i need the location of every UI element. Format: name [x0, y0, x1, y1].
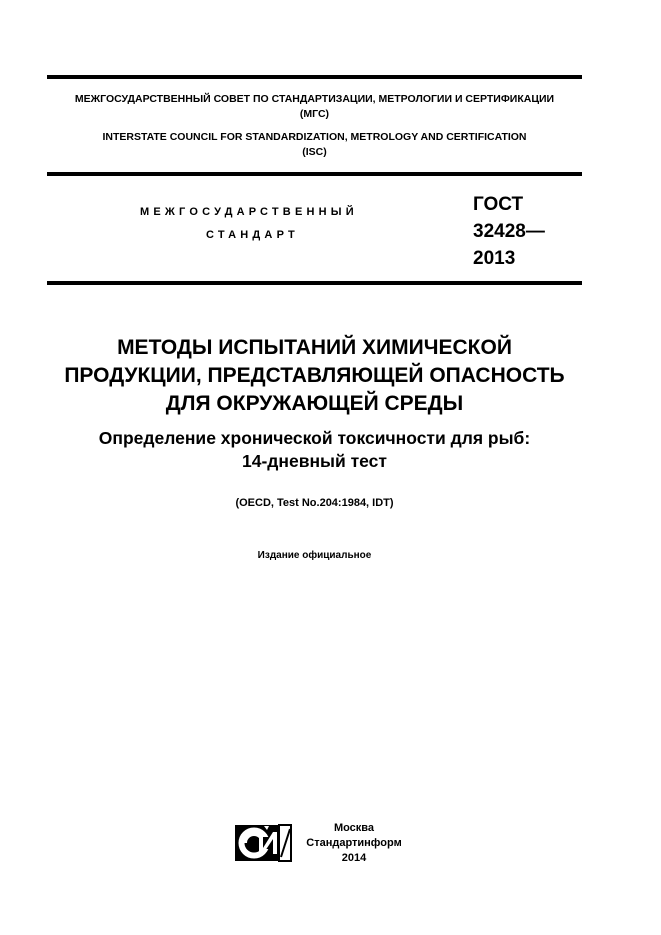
publisher-year: 2014 — [341, 852, 367, 864]
designation-divider-rule — [47, 281, 582, 285]
council-en-line2: (ISC) — [302, 146, 327, 158]
title-line3: ДЛЯ ОКРУЖАЮЩЕЙ СРЕДЫ — [165, 392, 464, 415]
title-line2: ПРОДУКЦИИ, ПРЕДСТАВЛЯЮЩЕЙ ОПАСНОСТЬ — [64, 364, 565, 387]
subtitle-line1: Определение хронической токсичности для рыб: — [98, 428, 531, 448]
standard-type-line1: МЕЖГОСУДАРСТВЕННЫЙ — [140, 206, 358, 218]
gost-number: 32428— — [473, 221, 545, 242]
standartinform-logo-icon — [234, 824, 292, 862]
publisher-imprint — [300, 821, 408, 866]
reference-note: (OECD, Test No.204:1984, IDT) — [235, 497, 394, 509]
council-header — [47, 92, 582, 160]
publisher-name: Стандартинформ — [306, 837, 402, 849]
council-ru-line2: (МГС) — [299, 108, 330, 120]
document-subtitle — [47, 427, 582, 473]
gost-year: 2013 — [473, 248, 516, 269]
top-rule — [47, 75, 582, 79]
subtitle-line2: 14-дневный тест — [242, 451, 387, 471]
title-line1: МЕТОДЫ ИСПЫТАНИЙ ХИМИЧЕСКОЙ — [117, 336, 512, 359]
standard-type-line2: СТАНДАРТ — [206, 229, 299, 241]
edition-note: Издание официальное — [257, 550, 372, 561]
gost-label: ГОСТ — [473, 194, 524, 215]
council-ru-line1: МЕЖГОСУДАРСТВЕННЫЙ СОВЕТ ПО СТАНДАРТИЗАЦИИ, МЕТРОЛОГИИ И СЕРТИФИКАЦИИ — [74, 93, 555, 105]
document-title — [47, 334, 582, 418]
council-en-line1: INTERSTATE COUNCIL FOR STANDARDIZATION, METROLOGY AND CERTIFICATION — [102, 131, 527, 143]
gost-designation — [473, 191, 545, 272]
publisher-city: Москва — [333, 822, 375, 834]
header-divider-rule — [47, 172, 582, 176]
